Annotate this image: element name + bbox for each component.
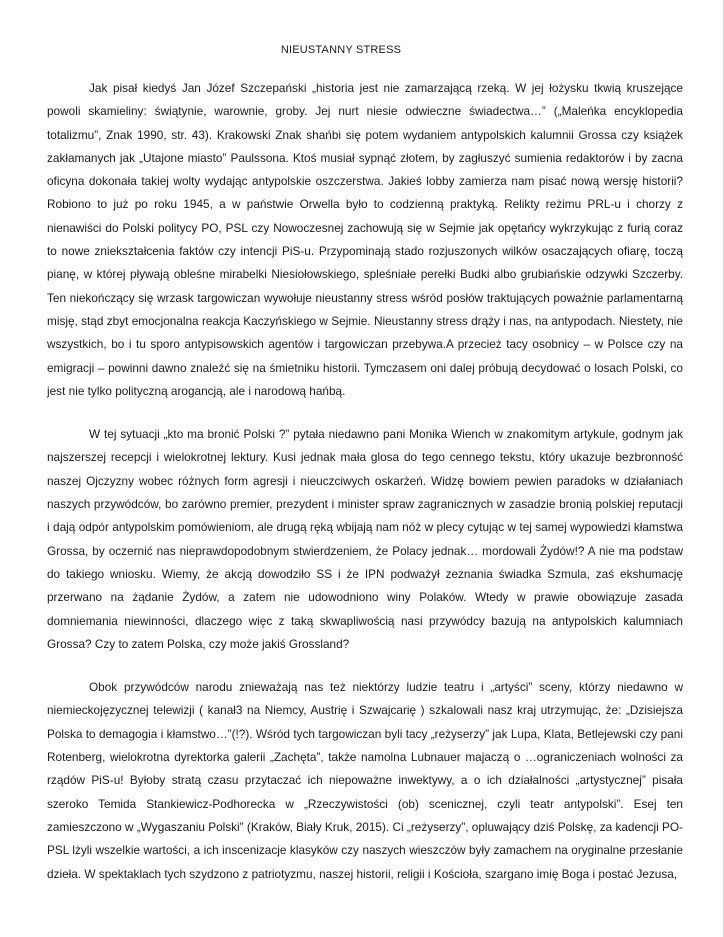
document-body [47,77,683,906]
document-title: NIEUSTANNY STRESS [280,44,402,56]
paragraph-3: Obok przywódców narodu znieważają nas też niektórzy ludzie teatru i „artyści” sceny, którzy niedawno w niemieckojęzycznej telewizji ( kanał3 na Niemcy, Austrię i Szwajcarię ) szkalowali nasz kraj utrzymując, że: „Dzisiejsza Polska to demagogia i kłamstwo…”(!?). Wśród tych targowiczan byli tacy „reżyserzy” jak Lupa, Klata, Betlejewski czy pani Rotenberg, wielokrotna dyrektorka galerii „Zachęta”, także namolna Lubnauer majaczą o …ograniczeniach wolności za rządów PiS-u! Byłoby stratą czasu przytaczać ich niepoważne inwektywy, a o ich działalności „artystycznej” pisała szeroko Temida Stankiewicz-Podhorecka w „Rzeczywistości (ob) scenicznej, czyli teatr antypolski”. Esej ten zamieszczono w „Wygaszaniu Polski” (Kraków, Biały Kruk, 2015). Ci „reżyserzy”, opluwający dziś Polskę, za kadencji PO-PSL lżyli wszelkie wartości, a ich inscenizacje klasyków czy naszych wieszczów były zamachem na oryginalne przesłanie dzieła. W spektaklach tych szydzono z patriotyzmu, naszej historii, religii i Kościoła, szargano imię Boga i postać Jezusa, [47,680,683,881]
paragraph-2: W tej sytuacji „kto ma bronić Polski ?” pytała niedawno pani Monika Wiench w znakomitym artykule, godnym jak najszerszej recepcji i wielokrotnej lektury. Kusi jednak mała glosa do tego cennego tekstu, który ukazuje bezbronność naszej Ojczyzny wobec różnych form agresji i nieuczciwych oskarżeń. Widzę bowiem pewien paradoks w działaniach naszych przywódców, bo zarówno premier, prezydent i minister spraw zagranicznych w zasadzie bronią polskiej reputacji i dają odpór antypolskim pomówieniom, ale drugą ręką wbijają nam nóż w plecy cytując w tej samej wypowiedzi kłamstwa Grossa, by oczernić nas nieprawdopodobnym stwierdzeniem, że Polacy jednak… mordowali Żydów!? A nie ma podstaw do takiego wniosku. Wiemy, że akcją dowodziło SS i że IPN podważył zeznania świadka Szmula, zaś ekshumację przerwano na żądanie Żydów, a zatem nie udowodniono winy Polaków. Wtedy w prawie obowiązuje zasada domniemania niewinności, dlaczego więc z taką skwapliwością nasi przywódcy bazują na antypolskich kalumniach Grossa? Czy to zatem Polska, czy może jakiś Grossland? [47,427,683,651]
paragraph-1: Jak pisał kiedyś Jan Józef Szczepański „historia jest nie zamarzającą rzeką. W jej łożysku tkwią kruszejące powoli skamieliny: świątynie, warownie, groby. Jej nurt niesie odwieczne świadectwa…” („Maleńka encyklopedia totalizmu”, Znak 1990, str. 43). Krakowski Znak shańbi się potem wydaniem antypolskich kalumnii Grossa czy książek zakłamanych jak „Utajone miasto” Paulssona. Ktoś musiał sypnąć złotem, by zagłuszyć sumienia redaktorów i by zacna oficyna dokonała takiej wolty wydając antypolskie oszczerstwa. Jakieś lobby zamierza nam pisać nową wersję historii? Robiono to już po roku 1945, a w państwie Orwella było to codzienną praktyką. Relikty reżimu PRL-u i chorzy z nienawiści do Polski politycy PO, PSL czy Nowoczesnej zachowują się w Sejmie jak opętańcy wykrzykując z furią coraz to nowe zniekształcenia faktów czy intencji PiS-u. Przypominają stado rozjuszonych wilków osaczających ofiarę, toczą pianę, w której pływają obleśne mirabelki Niesiołowskiego, spleśniałe perełki Budki albo grubiańskie odzywki Szczerby. Ten niekończący się wrzask targowiczan wywołuje nieustanny stress wśród posłów traktujących poważnie parlamentarną misję, stąd zbyt emocjonalna reakcja Kaczyńskiego w Sejmie. Nieustanny stress drąży i nas, na antypodach. Niestety, nie wszystkich, bo i tu sporo antypisowskich agentów i targowiczan przebywa.A przecież tacy osobnicy – w Polsce czy na emigracji – powinni dawno znaleźć się na śmietniku historii. Tymczasem oni dalej próbują decydować o losach Polski, co jest nie tylko polityczną arogancją, ale i narodową hańbą. [47,81,683,398]
